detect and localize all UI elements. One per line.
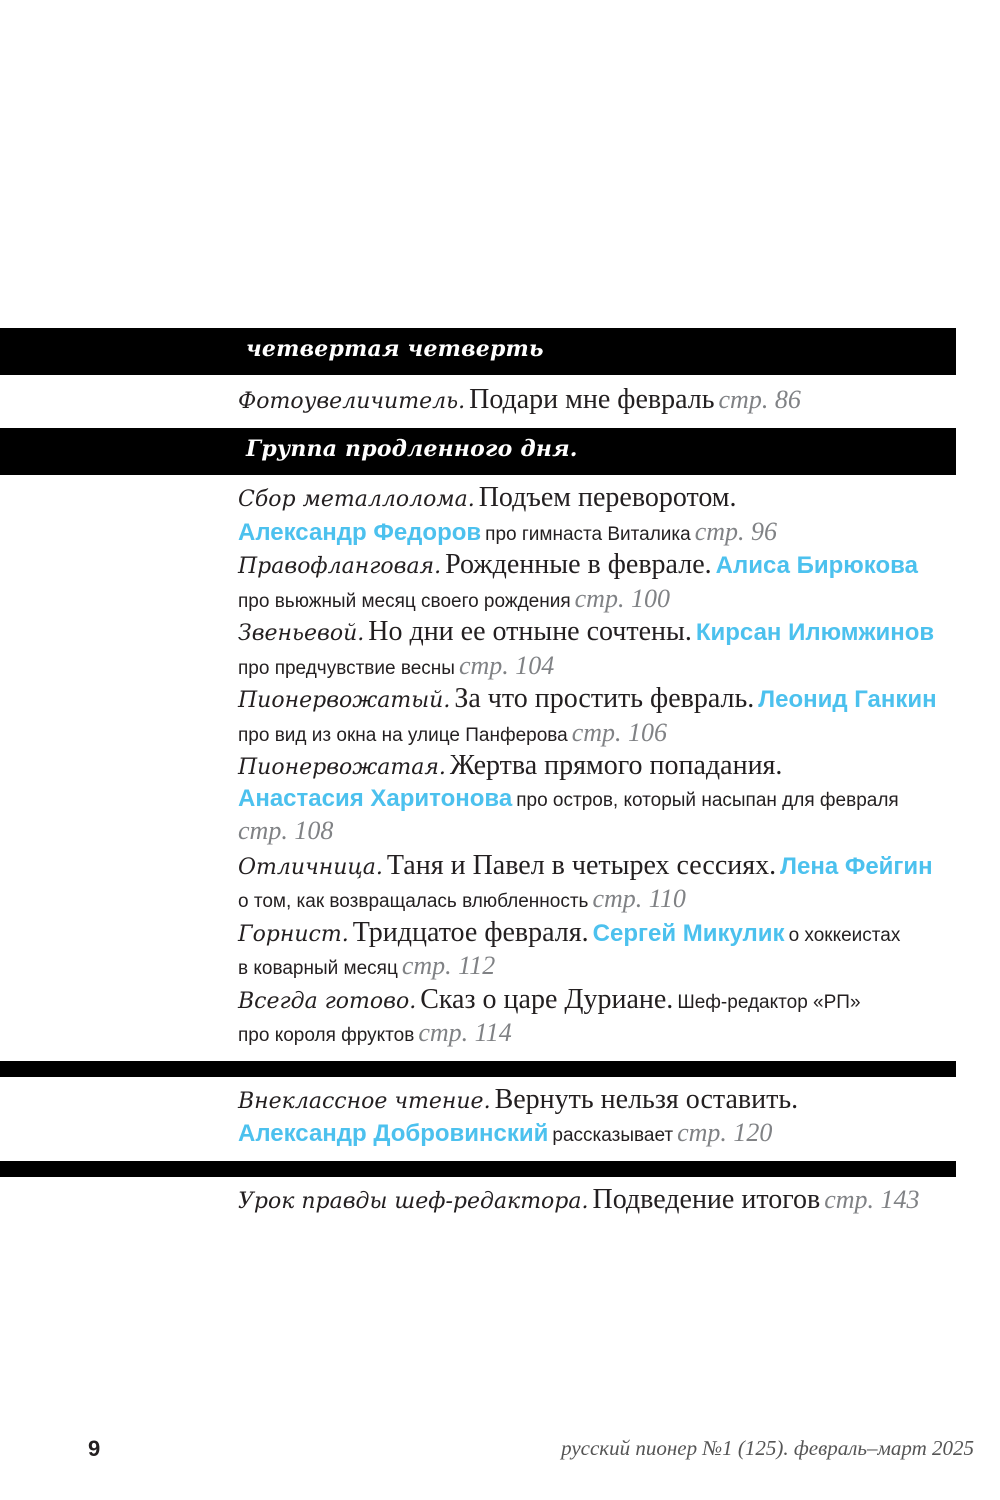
entry-rubric: Горнист. — [238, 922, 349, 947]
entry-author: Леонид Ганкин — [758, 686, 937, 713]
entry-page: стр. 106 — [571, 718, 668, 747]
toc-entry[interactable] — [238, 1084, 798, 1116]
entry-page: стр. 120 — [677, 1118, 773, 1147]
entry-title: Подари мне февраль — [469, 384, 715, 415]
entry-desc: про короля фруктов — [238, 1025, 415, 1046]
toc-entry[interactable] — [238, 616, 934, 648]
entry-desc: про вид из окна на улице Панферова — [238, 725, 568, 746]
entry-rubric: Сбор металлолома. — [238, 487, 475, 512]
entry-desc: про остров, который насыпан для февраля — [516, 790, 899, 811]
entry-desc: Шеф-редактор «РП» — [677, 992, 861, 1013]
entry-rubric: Фотоувеличитель. — [238, 389, 466, 414]
toc-entry-cont[interactable] — [238, 651, 554, 681]
toc-entry[interactable] — [238, 917, 900, 949]
page-number: 9 — [88, 1436, 101, 1461]
toc-entry[interactable] — [238, 384, 801, 416]
entry-rubric: Пионервожатая. — [238, 755, 446, 780]
entry-title: Вернуть нельзя оставить. — [494, 1084, 799, 1115]
divider-bar — [0, 1161, 956, 1177]
entry-title: Сказ о царе Дуриане. — [420, 984, 674, 1015]
toc-entry-cont[interactable] — [238, 951, 495, 981]
entry-rubric: Урок правды шеф-редактора. — [238, 1189, 589, 1214]
entry-page: стр. 100 — [574, 584, 670, 613]
entry-rubric: Внеклассное чтение. — [238, 1089, 491, 1114]
entry-desc: про предчувствие весны — [238, 658, 455, 679]
entry-page: стр. 112 — [401, 951, 496, 980]
toc-entry-cont[interactable] — [238, 1118, 772, 1148]
entry-title: Таня и Павел в четырех сессиях. — [386, 850, 777, 881]
entry-page: стр. 143 — [824, 1185, 920, 1214]
section-bar-fourth-quarter — [0, 328, 956, 375]
entry-author: Александр Добровинский — [238, 1120, 549, 1147]
section-title: Группа продленного дня. — [246, 436, 578, 462]
toc-entry-cont[interactable] — [238, 1018, 512, 1048]
entry-rubric: Пионервожатый. — [238, 688, 451, 713]
entry-desc: о хоккеистах — [788, 925, 901, 946]
toc-entry[interactable] — [238, 850, 933, 882]
entry-title: Подъем переворотом. — [478, 482, 737, 513]
entry-author: Алиса Бирюкова — [715, 552, 918, 579]
magazine-footer: русский пионер №1 (125). февраль–март 2025 — [561, 1436, 974, 1460]
section-title: четвертая четверть — [246, 336, 544, 362]
toc-entry-cont[interactable] — [238, 718, 667, 748]
entry-title: Жертва прямого попадания. — [449, 750, 783, 781]
entry-author: Лена Фейгин — [780, 853, 933, 880]
divider-bar — [0, 1061, 956, 1077]
entry-author: Анастасия Харитонова — [238, 785, 513, 812]
entry-desc: рассказывает — [552, 1125, 674, 1146]
section-bar-extended-day — [0, 428, 956, 475]
toc-entry[interactable] — [238, 750, 782, 782]
toc-entry-cont[interactable] — [238, 584, 670, 614]
toc-entry-cont[interactable] — [238, 884, 686, 914]
entry-page: стр. 104 — [458, 651, 555, 680]
entry-rubric: Правофланговая. — [238, 554, 442, 579]
entry-desc: в коварный месяц — [238, 958, 398, 979]
entry-page: стр. 86 — [718, 385, 801, 414]
entry-desc: про гимнаста Виталика — [485, 524, 691, 545]
entry-author: Александр Федоров — [238, 519, 482, 546]
entry-rubric: Отличница. — [238, 855, 383, 880]
entry-rubric: Звеньевой. — [238, 621, 365, 646]
entry-rubric: Всегда готово. — [238, 989, 417, 1014]
entry-title: За что простить февраль. — [454, 683, 755, 714]
toc-entry[interactable] — [238, 549, 918, 581]
entry-page: стр. 108 — [238, 816, 334, 845]
entry-desc: про вьюжный месяц своего рождения — [238, 591, 571, 612]
entry-title: Тридцатое февраля. — [352, 917, 589, 948]
entry-desc: о том, как возвращалась влюбленность — [238, 891, 589, 912]
toc-entry[interactable] — [238, 984, 861, 1016]
toc-entry[interactable] — [238, 683, 937, 715]
toc-entry[interactable] — [238, 482, 737, 514]
entry-title: Рожденные в феврале. — [445, 549, 712, 580]
entry-page: стр. 114 — [418, 1018, 512, 1047]
entry-author: Кирсан Илюмжинов — [695, 619, 935, 646]
toc-entry-cont[interactable] — [238, 816, 333, 846]
entry-title: Подведение итогов — [592, 1184, 821, 1215]
entry-page: стр. 110 — [592, 884, 686, 913]
toc-entry[interactable] — [238, 1184, 920, 1216]
entry-page: стр. 96 — [694, 517, 778, 546]
toc-entry-cont[interactable] — [238, 785, 899, 813]
entry-title: Но дни ее отныне сочтены. — [368, 616, 692, 647]
toc-entry-cont[interactable] — [238, 517, 777, 547]
entry-author: Сергей Микулик — [592, 920, 785, 947]
